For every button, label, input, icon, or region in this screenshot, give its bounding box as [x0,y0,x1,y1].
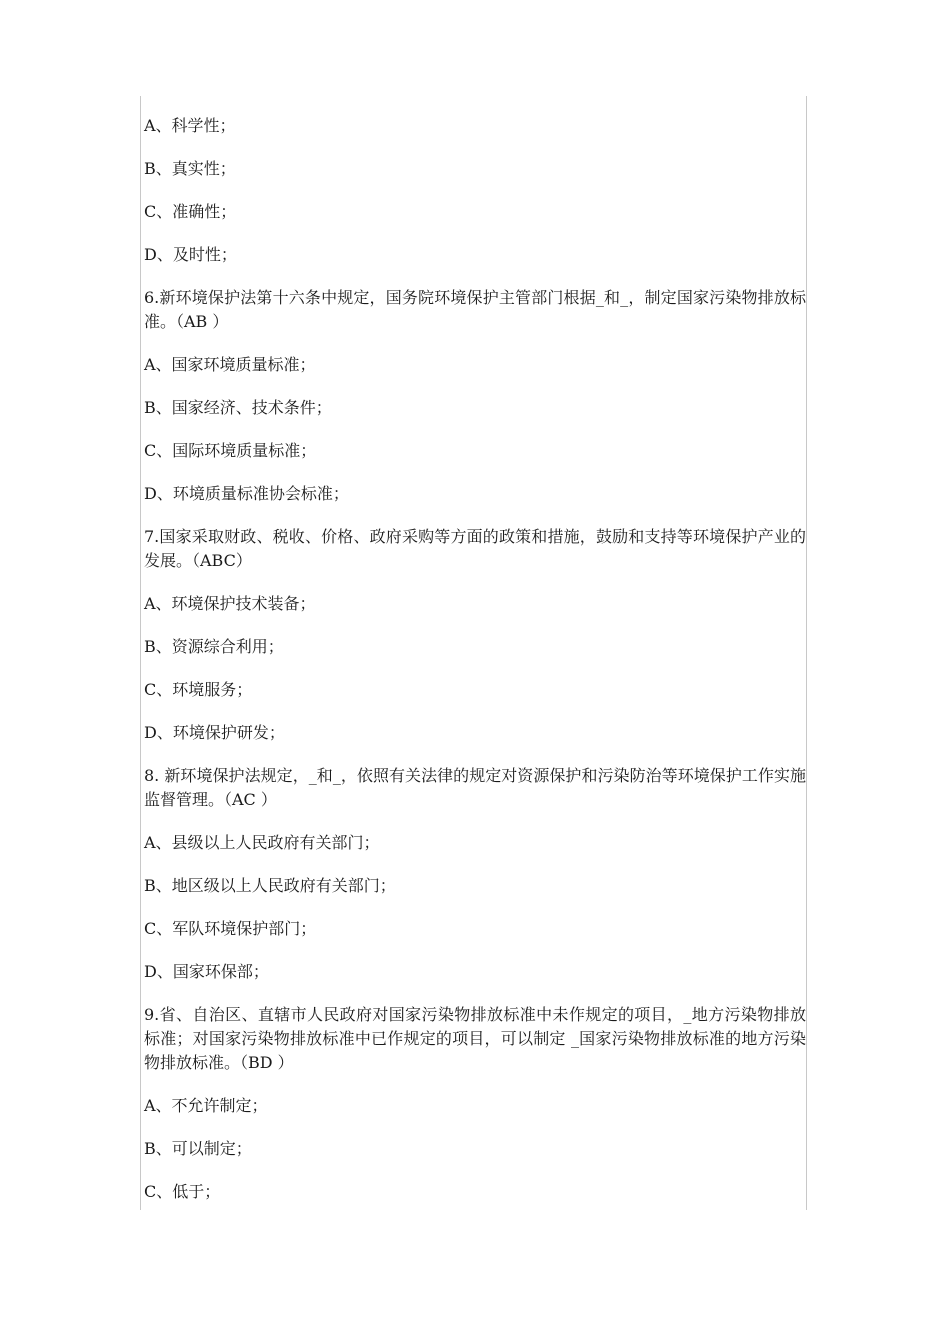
option-7-b: B、资源综合利用； [144,637,284,656]
option-6-b: B、国家经济、技术条件； [144,398,332,417]
option-6-a: A、国家环境质量标准； [144,355,316,374]
option-9-b: B、可以制定； [144,1139,252,1158]
document-content [144,114,806,1223]
option-9-c: C、低于； [144,1182,221,1201]
option-5-c: C、准确性； [144,202,237,221]
right-margin-line [806,96,807,1210]
question-9: 9.省、自治区、直辖市人民政府对国家污染物排放标准中未作规定的项目，_地方污染物排放标准；对国家污染物排放标准中已作规定的项目，可以制定 _国家污染物排放标准的地方污染物排放标准。（BD ） [144,1005,806,1072]
option-5-b: B、真实性； [144,159,236,178]
option-5-d: D、及时性； [144,245,237,264]
option-6-c: C、国际环境质量标准； [144,441,317,460]
option-8-c: C、军队环境保护部门； [144,919,317,938]
option-5-a: A、科学性； [144,116,236,135]
option-8-b: B、地区级以上人民政府有关部门； [144,876,396,895]
left-margin-line [140,96,141,1210]
option-8-d: D、国家环保部； [144,962,269,981]
option-9-a: A、不允许制定； [144,1096,268,1115]
option-7-c: C、环境服务； [144,680,253,699]
option-8-a: A、县级以上人民政府有关部门； [144,833,380,852]
question-6: 6.新环境保护法第十六条中规定，国务院环境保护主管部门根据_和_，制定国家污染物排放标准。（AB ） [144,288,806,331]
question-7: 7.国家采取财政、税收、价格、政府采购等方面的政策和措施，鼓励和支持等环境保护产业的发展。（ABC） [144,527,806,570]
question-8: 8. 新环境保护法规定，_和_，依照有关法律的规定对资源保护和污染防治等环境保护工作实施监督管理。（AC ） [144,766,806,809]
option-7-d: D、环境保护研发； [144,723,285,742]
option-6-d: D、环境质量标准协会标准； [144,484,349,503]
option-7-a: A、环境保护技术装备； [144,594,316,613]
